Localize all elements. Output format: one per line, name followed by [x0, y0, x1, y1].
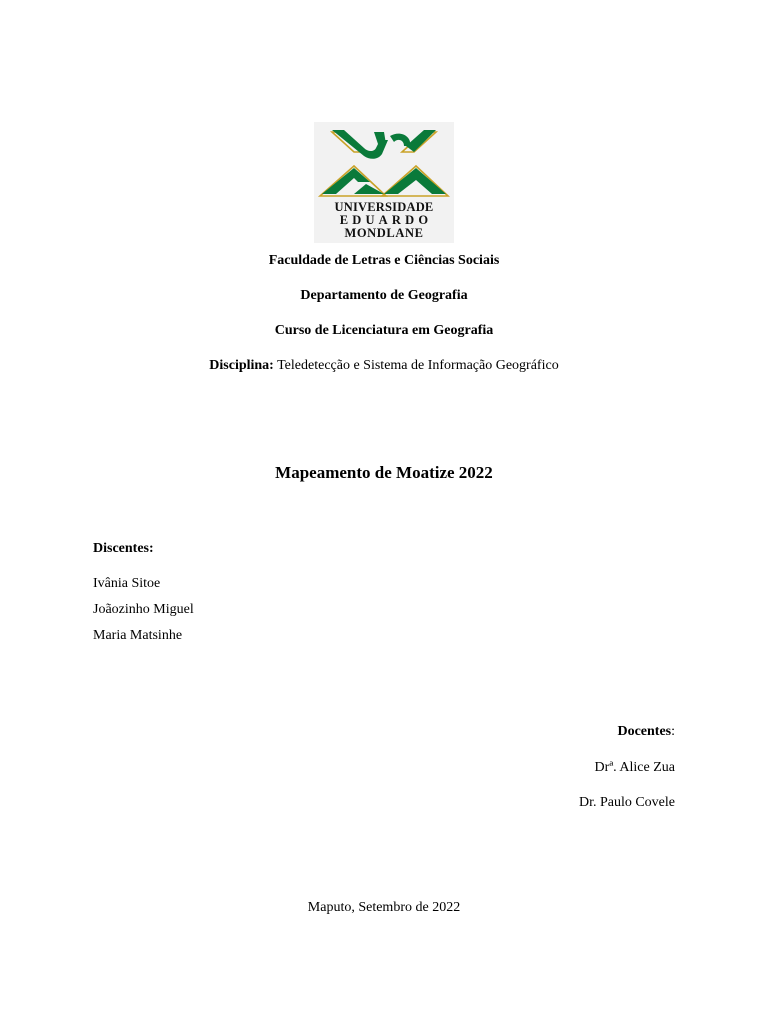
faculty-heading: Faculdade de Letras e Ciências Sociais	[268, 253, 500, 268]
teachers-label: Docentes	[617, 724, 672, 739]
students-label: Discentes:	[93, 541, 154, 556]
discipline-label: Disciplina:	[209, 358, 274, 373]
logo-text-line2: EDUARDO	[339, 213, 433, 227]
teachers-heading	[617, 724, 675, 740]
student-name: Ivânia Sitoe	[93, 576, 161, 591]
student-name: Maria Matsinhe	[93, 628, 183, 643]
logo-text-line1: UNIVERSIDADE	[334, 200, 434, 214]
discipline-line	[0, 358, 768, 374]
place-date: Maputo, Setembro de 2022	[307, 900, 461, 915]
logo-text-line3: MONDLANE	[344, 226, 424, 240]
teachers-colon: :	[671, 724, 675, 739]
university-emblem-icon	[314, 122, 454, 202]
department-heading: Departamento de Geografia	[300, 288, 468, 303]
student-name: Joãozinho Miguel	[93, 602, 194, 617]
document-title: Mapeamento de Moatize 2022	[275, 463, 493, 482]
university-logo	[314, 122, 454, 243]
teacher-name: Drª. Alice Zua	[594, 760, 675, 775]
teacher-name: Dr. Paulo Covele	[578, 795, 675, 810]
course-heading: Curso de Licenciatura em Geografia	[274, 323, 494, 338]
discipline-value: Teledetecção e Sistema de Informação Geográfico	[277, 358, 559, 373]
